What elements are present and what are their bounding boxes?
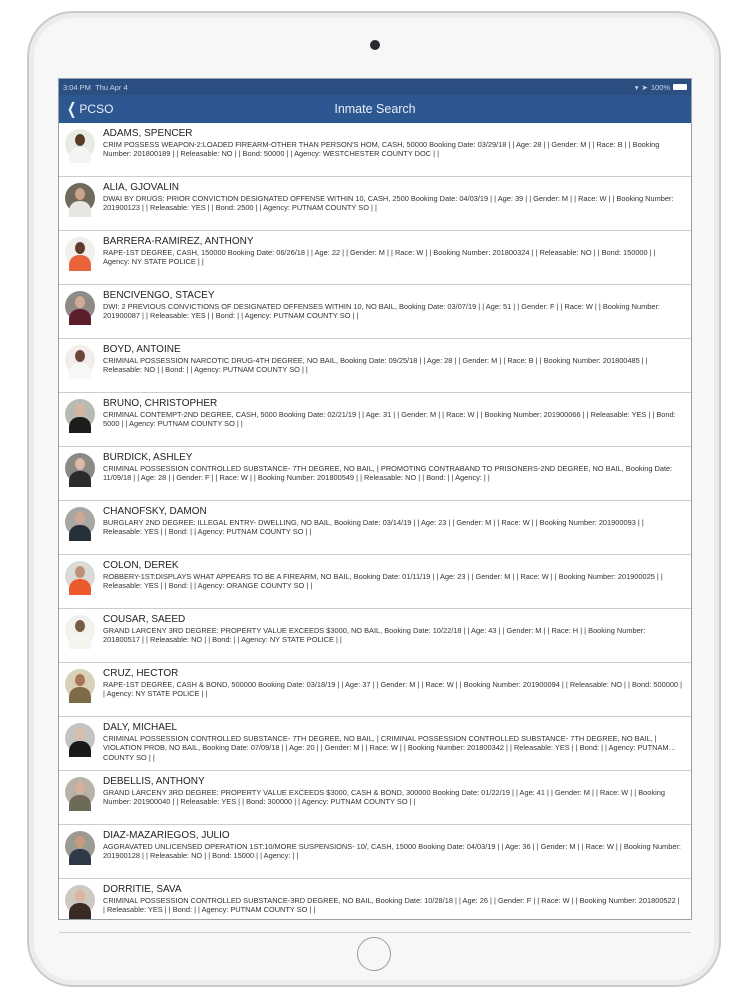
inmate-row[interactable] [59, 231, 691, 285]
inmate-name: CRUZ, HECTOR [103, 668, 179, 679]
inmate-photo [65, 831, 95, 861]
inmate-photo [65, 291, 95, 321]
status-right [635, 83, 687, 92]
photo-body [69, 417, 91, 433]
inmate-details: CRIMINAL POSSESSION CONTROLLED SUBSTANCE- 7TH DEGREE, NO BAIL, | CRIMINAL POSSESSION CONTROLLED SUBSTANCE- 7TH DEGREE, NO BAIL, | VIOLATION PROB, NO BAIL, Booking Date: 07/09/18 | | Age: 20 | | Gender: M | | Race: W | | Booking Number: 201800342 | | Releasable: YES | | Bond: | | Agency: PUTNAM COUNTY SO | | [103, 734, 669, 762]
status-bar [59, 79, 691, 95]
photo-head [75, 458, 85, 470]
inmate-details: CRIMINAL CONTEMPT-2ND DEGREE, CASH, 5000 Booking Date: 02/21/19 | | Age: 31 | | Gender: M | | Race: W | | Booking Number: 201900066 | | Releasable: YES | | Bond: 5000 | | Agency: PUTNAM COUNTY SO | | [103, 410, 676, 429]
inmate-details: AGGRAVATED UNLICENSED OPERATION 1ST:10/MORE SUSPENSIONS- 10/, CASH, 15000 Booking Date: 04/03/19 | | Age: 36 | | Gender: M | | Race: W | | Booking Number: 201900128 | | Releasable: NO | | Bond: 15000 | | Agency: | | [103, 842, 681, 861]
inmate-row[interactable] [59, 285, 691, 339]
photo-head [75, 350, 85, 362]
photo-body [69, 687, 91, 703]
inmate-name: COUSAR, SAEED [103, 614, 186, 625]
wifi-icon: ▾ [634, 82, 639, 92]
photo-body [69, 795, 91, 811]
inmate-details: RAPE-1ST DEGREE, CASH & BOND, 500000 Booking Date: 03/18/19 | | Age: 37 | | Gender: M | | Race: W | | Booking Number: 201900094 | | Releasable: NO | | Bond: 500000 | | Agency: NY STATE POLICE | | [103, 680, 683, 699]
inmate-name: COLON, DEREK [103, 560, 179, 571]
inmate-photo [65, 615, 95, 645]
chevron-left-icon: ❮ [67, 101, 77, 118]
front-camera [370, 40, 380, 50]
photo-head [75, 836, 85, 848]
photo-head [75, 728, 85, 740]
inmate-details: DWI: 2 PREVIOUS CONVICTIONS OF DESIGNATED OFFENSES WITHIN 10, NO BAIL, Booking Date: 03/07/19 | | Age: 51 | | Gender: F | | Race: W | | Booking Number: 201900087 | | Releasable: YES | | Bond: | | Agency: PUTNAM COUNTY SO | | [103, 302, 660, 321]
home-button[interactable] [357, 937, 391, 971]
location-icon: ➤ [641, 82, 648, 92]
inmate-photo [65, 399, 95, 429]
inmate-photo [65, 669, 95, 699]
photo-body [69, 363, 91, 379]
inmate-row[interactable] [59, 123, 691, 177]
inmate-row[interactable] [59, 609, 691, 663]
photo-head [75, 620, 85, 632]
photo-head [75, 404, 85, 416]
inmate-photo [65, 561, 95, 591]
inmate-row[interactable] [59, 447, 691, 501]
inmate-details: RAPE-1ST DEGREE, CASH, 150000 Booking Date: 06/26/18 | | Age: 22 | | Gender: M | | Race: W | | Booking Number: 201800324 | | Releasable: NO | | Bond: 150000 | | Agency: NY STATE POLICE | | [103, 248, 656, 267]
status-time-date [63, 83, 128, 92]
inmate-name: DORRITIE, SAVA [103, 884, 182, 895]
photo-body [69, 849, 91, 865]
inmate-row[interactable] [59, 879, 691, 933]
back-label: PCSO [79, 102, 114, 116]
battery-percent: 100% [650, 82, 670, 92]
inmate-name: DEBELLIS, ANTHONY [103, 776, 205, 787]
inmate-name: DALY, MICHAEL [103, 722, 178, 733]
photo-body [69, 579, 91, 595]
inmate-photo [65, 885, 95, 915]
inmate-name: ALIA, GJOVALIN [103, 182, 179, 193]
page-title: Inmate Search [334, 102, 416, 116]
photo-head [75, 242, 85, 254]
inmate-details: DWAI BY DRUGS: PRIOR CONVICTION DESIGNATED OFFENSE WITHIN 10, CASH, 2500 Booking Date: 04/03/19 | | Age: 39 | | Gender: M | | Race: W | | Booking Number: 201900123 | | Releasable: YES | | Bond: 2500 | | Agency: PUTNAM COUNTY SO | | [103, 194, 674, 213]
photo-body [69, 633, 91, 649]
navigation-bar [59, 95, 691, 123]
inmate-photo [65, 777, 95, 807]
photo-head [75, 890, 85, 902]
inmate-photo [65, 453, 95, 483]
inmate-photo [65, 723, 95, 753]
photo-body [69, 741, 91, 757]
inmate-row[interactable] [59, 393, 691, 447]
inmate-list[interactable] [59, 123, 691, 933]
inmate-details: CRIMINAL POSSESSION CONTROLLED SUBSTANCE-3RD DEGREE, NO BAIL, Booking Date: 10/28/18 | | Age: 26 | | Gender: F | | Race: W | | Booking Number: 201800522 | | Releasable: YES | | Bond: | | Agency: PUTNAM COUNTY SO | | [103, 896, 680, 915]
inmate-details: GRAND LARCENY 3RD DEGREE: PROPERTY VALUE EXCEEDS $3000, NO BAIL, Booking Date: 10/22/18 | | Age: 43 | | Gender: M | | Race: H | | Booking Number: 201800517 | | Releasable: NO | | Bond: | | Agency: NY STATE POLICE | | [103, 626, 646, 645]
status-time: 3:04 PM [63, 82, 91, 92]
battery-icon [673, 84, 687, 90]
inmate-name: BOYD, ANTOINE [103, 344, 181, 355]
inmate-name: CHANOFSKY, DAMON [103, 506, 207, 517]
inmate-details: CRIMINAL POSSESSION CONTROLLED SUBSTANCE- 7TH DEGREE, NO BAIL, | PROMOTING CONTRABAND TO PRISONERS-2ND DEGREE, NO BAIL, Booking Date: 11/09/18 | | Age: 28 | | Gender: F | | Race: W | | Booking Number: 201800549 | | Releasable: NO | | Bond: | | Agency: | | [103, 464, 673, 483]
inmate-row[interactable] [59, 663, 691, 717]
photo-head [75, 188, 85, 200]
inmate-name: BURDICK, ASHLEY [103, 452, 193, 463]
inmate-details: GRAND LARCENY 3RD DEGREE: PROPERTY VALUE EXCEEDS $3000, CASH & BOND, 300000 Booking Date: 01/22/19 | | Age: 41 | | Gender: M | | Race: W | | Booking Number: 201900040 | | Releasable: YES | | Bond: 300000 | | Agency: PUTNAM COUNTY SO | | [103, 788, 665, 807]
inmate-details: CRIM POSSESS WEAPON-2:LOADED FIREARM-OTHER THAN PERSON'S HOM, CASH, 50000 Booking Date: 03/29/18 | | Age: 28 | | Gender: M | | Race: B | | Booking Number: 201800189 | | Releasable: NO | | Bond: 50000 | | Agency: WESTCHESTER COUNTY DOC | | [103, 140, 660, 159]
photo-head [75, 134, 85, 146]
inmate-photo [65, 237, 95, 267]
inmate-details: BURGLARY 2ND DEGREE: ILLEGAL ENTRY- DWELLING, NO BAIL, Booking Date: 03/14/19 | | Age: 23 | | Gender: M | | Race: W | | Booking Number: 201900093 | | Releasable: YES | | Bond: | | Agency: PUTNAM COUNTY SO | | [103, 518, 644, 537]
photo-body [69, 903, 91, 919]
inmate-details: ROBBERY-1ST:DISPLAYS WHAT APPEARS TO BE A FIREARM, NO BAIL, Booking Date: 01/11/19 | | Age: 23 | | Gender: M | | Race: W | | Booking Number: 201900025 | | Releasable: YES | | Bond: | | Agency: ORANGE COUNTY SO | | [103, 572, 663, 591]
status-date: Thu Apr 4 [95, 82, 128, 92]
app-screen [58, 78, 692, 920]
photo-body [69, 309, 91, 325]
photo-body [69, 525, 91, 541]
inmate-name: BENCIVENGO, STACEY [103, 290, 215, 301]
inmate-row[interactable] [59, 177, 691, 231]
inmate-row[interactable] [59, 555, 691, 609]
photo-body [69, 471, 91, 487]
photo-head [75, 782, 85, 794]
inmate-name: ADAMS, SPENCER [103, 128, 193, 139]
inmate-row[interactable] [59, 717, 691, 771]
photo-head [75, 512, 85, 524]
inmate-row[interactable] [59, 825, 691, 879]
inmate-photo [65, 345, 95, 375]
inmate-name: BARRERA-RAMIREZ, ANTHONY [103, 236, 254, 247]
inmate-photo [65, 507, 95, 537]
photo-body [69, 147, 91, 163]
inmate-row[interactable] [59, 339, 691, 393]
inmate-photo [65, 183, 95, 213]
photo-head [75, 566, 85, 578]
photo-body [69, 201, 91, 217]
inmate-row[interactable] [59, 771, 691, 825]
inmate-name: DIAZ-MAZARIEGOS, JULIO [103, 830, 230, 841]
photo-head [75, 296, 85, 308]
inmate-row[interactable] [59, 501, 691, 555]
inmate-details: CRIMINAL POSSESSION NARCOTIC DRUG-4TH DEGREE, NO BAIL, Booking Date: 09/25/18 | | Age: 28 | | Gender: M | | Race: B | | Booking Number: 201800485 | | Releasable: NO | | Bond: | | Agency: PUTNAM COUNTY SO | | [103, 356, 648, 375]
inmate-name: BRUNO, CHRISTOPHER [103, 398, 218, 409]
photo-body [69, 255, 91, 271]
inmate-photo [65, 129, 95, 159]
photo-head [75, 674, 85, 686]
